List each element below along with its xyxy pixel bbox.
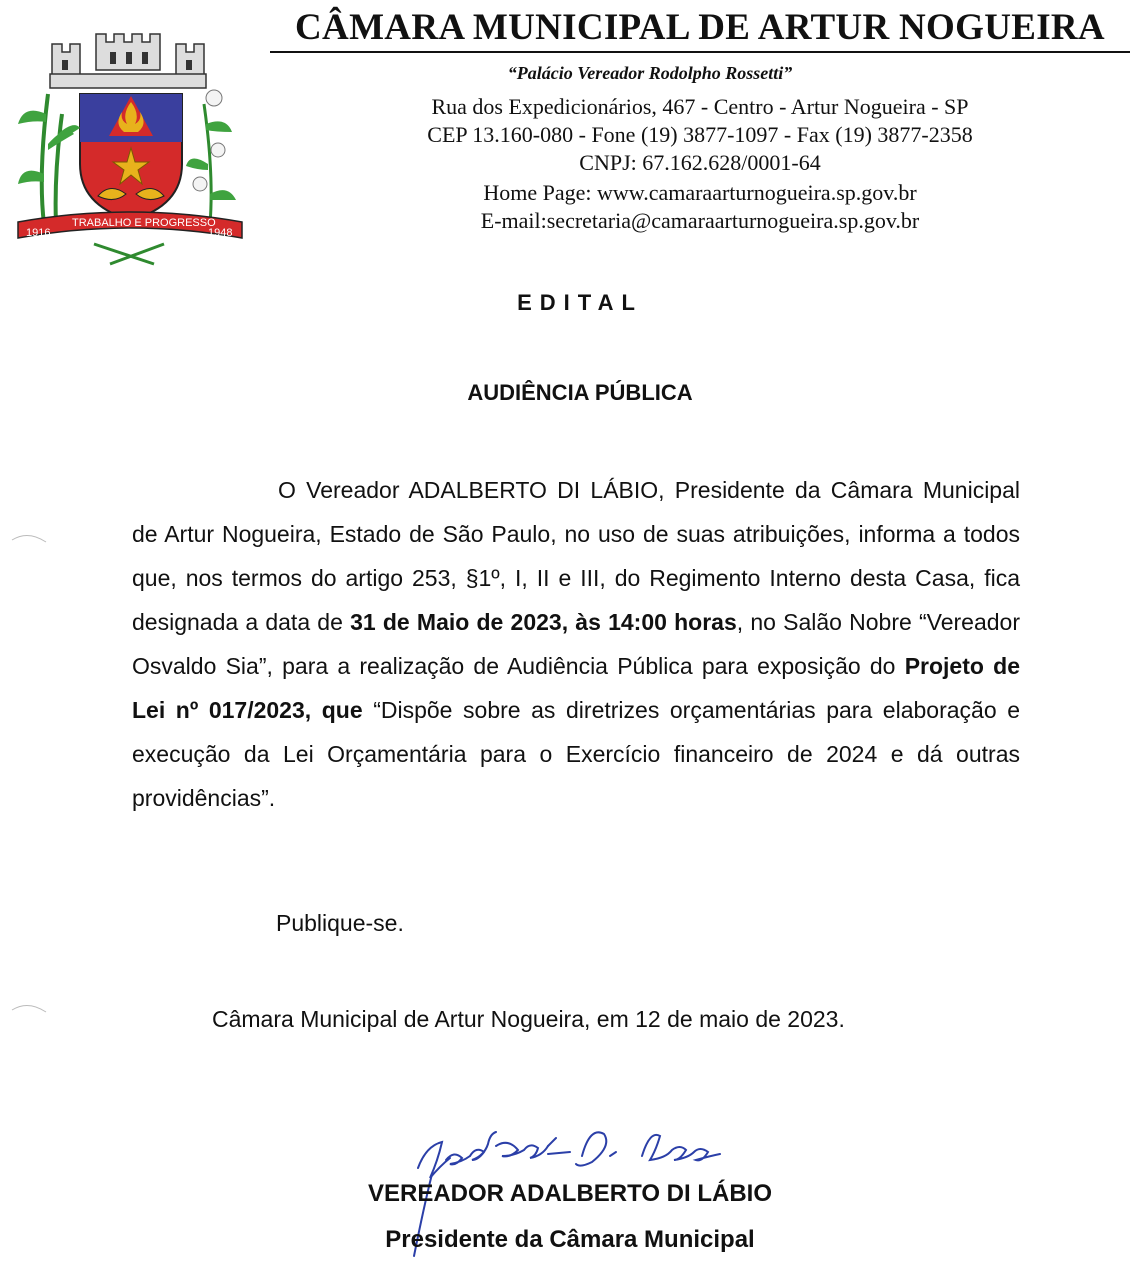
punch-hole-mark: [10, 998, 50, 1028]
paragraph-text-1: O Vereador ADALBERTO DI LÁBIO, Presidente da Câmara Municipal de Artur Nogueira, Estado de São Paulo, no uso de suas atribuições, informa a todos que, nos termos do artigo 253, §1º, I, II e III, do Regimento Interno desta Casa, fica designada a data de: [132, 477, 1020, 635]
signatory-name: VEREADOR ADALBERTO DI LÁBIO: [367, 1180, 772, 1207]
paragraph-text-3: “Dispõe sobre as diretrizes orçamentárias para elaboração e execução da Lei Orçamentária para o Exercício financeiro de 2024 e dá outras providências”.: [132, 697, 1020, 811]
ribbon-motto: TRABALHO E PROGRESSO: [72, 217, 216, 229]
punch-hole-mark: [10, 528, 50, 558]
paragraph-text-2: , no Salão Nobre “Vereador Osvaldo Sia”, para a realização de Audiência Pública para exposição do: [132, 609, 1020, 679]
hearing-date: 31 de Maio de 2023, às 14:00 horas: [350, 609, 737, 635]
document-subheading: AUDIÊNCIA PÚBLICA: [467, 380, 693, 405]
ribbon-year-left: 1916: [26, 227, 51, 239]
ribbon-year-right: 1948: [208, 227, 233, 239]
signatory-role: Presidente da Câmara Municipal: [385, 1226, 755, 1253]
notice-paragraph: [132, 468, 1020, 820]
address-line: Rua dos Expedicionários, 467 - Centro - Artur Nogueira - SP: [431, 94, 969, 119]
cnpj-line: CNPJ: 67.162.628/0001-64: [579, 150, 821, 175]
email-line: E-mail:secretaria@camaraarturnogueira.sp.gov.br: [480, 208, 920, 233]
institution-title: CÂMARA MUNICIPAL DE ARTUR NOGUEIRA: [270, 6, 1130, 53]
publish-line: Publique-se.: [276, 910, 404, 936]
contact-line: CEP 13.160-080 - Fone (19) 3877-1097 - Fax (19) 3877-2358: [427, 122, 973, 147]
building-name: “Palácio Vereador Rodolpho Rossetti”: [507, 63, 793, 83]
municipal-crest-logo: [14, 24, 246, 268]
date-line: Câmara Municipal de Artur Nogueira, em 12 de maio de 2023.: [212, 1006, 845, 1032]
homepage-line: Home Page: www.camaraarturnogueira.sp.gov.br: [483, 180, 917, 205]
document-heading: EDITAL: [517, 290, 643, 315]
bill-reference: Projeto de Lei nº 017/2023, que: [132, 653, 1020, 723]
